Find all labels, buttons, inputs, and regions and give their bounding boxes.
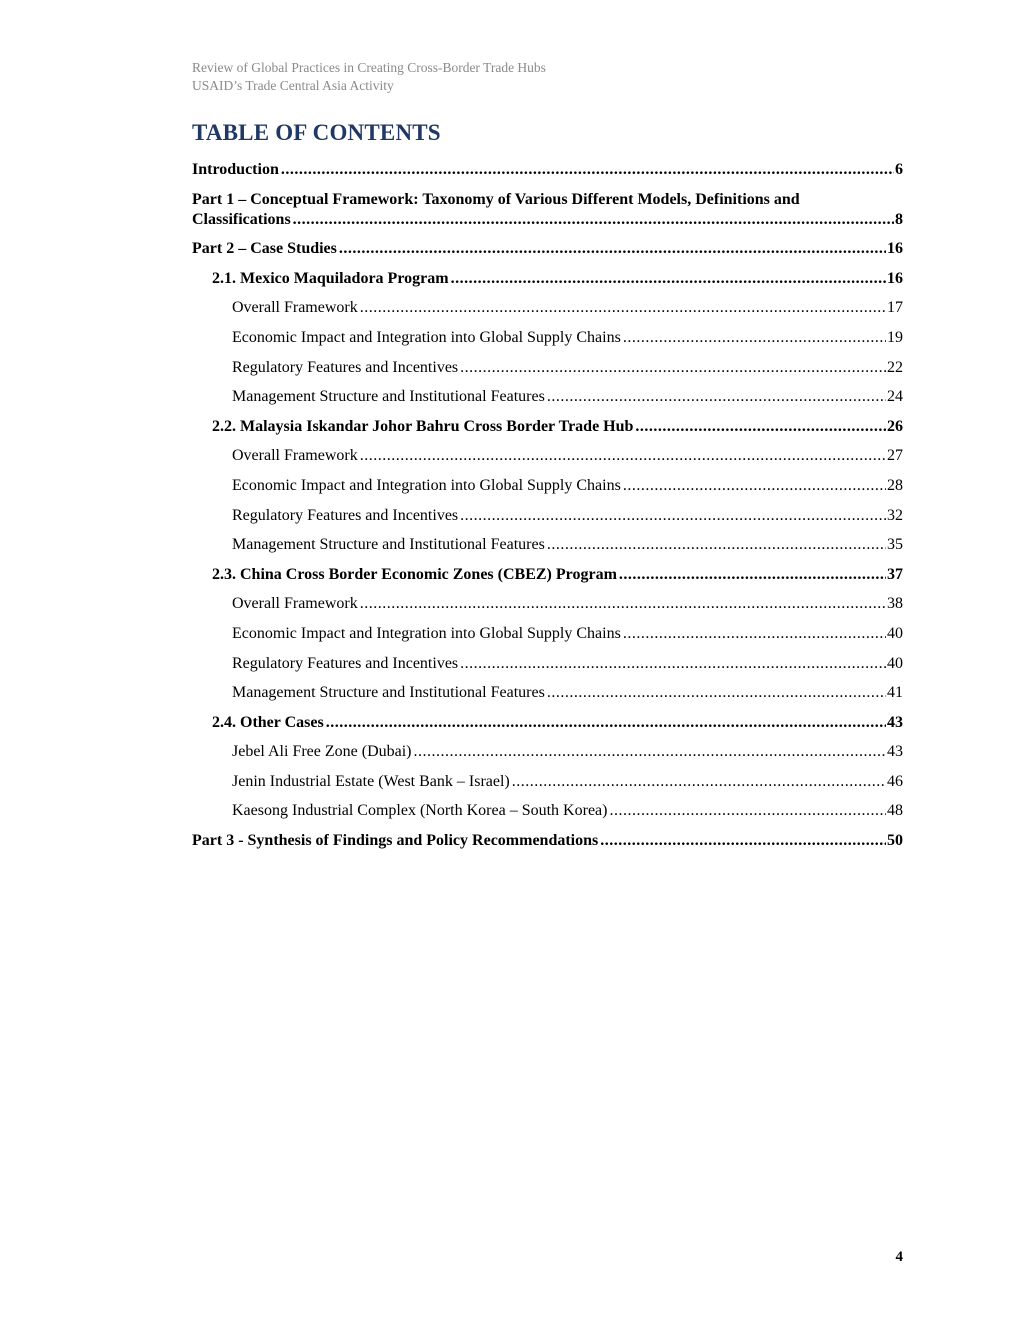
header-document-title: Review of Global Practices in Creating Cross-Border Trade Hubs xyxy=(192,60,546,75)
dot-leader xyxy=(547,535,886,555)
header-activity-name: USAID’s Trade Central Asia Activity xyxy=(192,78,394,93)
toc-entry[interactable] xyxy=(232,328,903,348)
dot-leader xyxy=(547,387,886,407)
toc-entry-page-number: 26 xyxy=(887,417,903,435)
toc-entry[interactable] xyxy=(232,476,903,496)
toc-entry-page-number: 16 xyxy=(887,240,903,258)
dot-leader xyxy=(609,801,886,821)
toc-entry-title: Overall Framework xyxy=(232,299,358,317)
dot-leader xyxy=(326,713,886,733)
toc-entry-title: Management Structure and Institutional Features xyxy=(232,684,545,702)
dot-leader xyxy=(623,328,886,348)
toc-entry-title: 2.2. Malaysia Iskandar Johor Bahru Cross Border Trade Hub xyxy=(212,417,634,435)
toc-entry-title: Overall Framework xyxy=(232,595,358,613)
toc-entry-page-number: 40 xyxy=(887,654,903,672)
toc-entry[interactable] xyxy=(212,269,903,289)
dot-leader xyxy=(460,654,886,674)
toc-entry[interactable] xyxy=(192,831,903,851)
toc-entry-title: 2.1. Mexico Maquiladora Program xyxy=(212,269,449,287)
toc-entry[interactable] xyxy=(232,506,903,526)
toc-entry[interactable] xyxy=(212,565,903,585)
dot-leader xyxy=(460,506,886,526)
dot-leader xyxy=(360,446,886,466)
toc-entry-page-number: 35 xyxy=(887,536,903,554)
toc-entry-page-number: 27 xyxy=(887,447,903,465)
toc-entry[interactable] xyxy=(232,535,903,555)
running-header xyxy=(192,59,546,95)
toc-entry-page-number: 17 xyxy=(887,299,903,317)
toc-entry[interactable] xyxy=(232,298,903,318)
toc-entry-page-number: 43 xyxy=(887,743,903,761)
toc-entry[interactable] xyxy=(192,160,903,180)
toc-entry[interactable] xyxy=(232,624,903,644)
toc-entry[interactable] xyxy=(232,683,903,703)
toc-entry[interactable] xyxy=(212,417,903,437)
toc-entry-page-number: 22 xyxy=(887,358,903,376)
toc-entry[interactable] xyxy=(212,713,903,733)
toc-entry[interactable] xyxy=(232,742,903,762)
toc-entry[interactable] xyxy=(232,654,903,674)
toc-entry-page-number: 32 xyxy=(887,506,903,524)
dot-leader xyxy=(360,298,886,318)
toc-entry-page-number: 41 xyxy=(887,684,903,702)
dot-leader xyxy=(635,417,886,437)
toc-entry-title: Economic Impact and Integration into Global Supply Chains xyxy=(232,328,621,346)
toc-entry[interactable] xyxy=(232,801,903,821)
toc-entry-page-number: 40 xyxy=(887,624,903,642)
toc-heading: TABLE OF CONTENTS xyxy=(192,120,441,145)
toc-entry[interactable] xyxy=(192,239,903,259)
toc-entry[interactable] xyxy=(232,358,903,378)
toc-entry-title: Regulatory Features and Incentives xyxy=(232,358,459,376)
toc-entry-page-number: 43 xyxy=(887,713,903,731)
dot-leader xyxy=(623,624,886,644)
dot-leader xyxy=(623,476,886,496)
toc-entry-title: 2.3. China Cross Border Economic Zones (CBEZ) Program xyxy=(212,565,617,583)
dot-leader xyxy=(451,269,886,289)
toc-entry-page-number: 19 xyxy=(887,328,903,346)
toc-entry-title: Jebel Ali Free Zone (Dubai) xyxy=(232,743,412,761)
toc-entry-title: Economic Impact and Integration into Global Supply Chains xyxy=(232,476,621,494)
toc-entry-page-number: 38 xyxy=(887,595,903,613)
toc-entry-page-number: 50 xyxy=(887,832,903,850)
table-of-contents xyxy=(192,160,903,861)
dot-leader xyxy=(619,565,886,585)
toc-entry-page-number: 48 xyxy=(887,802,903,820)
toc-entry-title: Economic Impact and Integration into Global Supply Chains xyxy=(232,624,621,642)
toc-entry-page-number: 8 xyxy=(895,210,903,228)
toc-entry-title: Kaesong Industrial Complex (North Korea – South Korea) xyxy=(232,802,608,820)
dot-leader xyxy=(281,160,894,180)
toc-entry-page-number: 24 xyxy=(887,388,903,406)
dot-leader xyxy=(600,831,886,851)
toc-entry-title: Management Structure and Institutional Features xyxy=(232,536,545,554)
toc-entry-title: 2.4. Other Cases xyxy=(212,713,324,731)
toc-entry-page-number: 28 xyxy=(887,476,903,494)
dot-leader xyxy=(293,210,894,230)
toc-entry[interactable] xyxy=(192,190,903,230)
dot-leader xyxy=(460,358,886,378)
dot-leader xyxy=(360,594,886,614)
toc-entry-title: Management Structure and Institutional Features xyxy=(232,388,545,406)
toc-entry-title: Regulatory Features and Incentives xyxy=(232,654,459,672)
toc-entry-title: Classifications xyxy=(192,210,291,228)
page-number: 4 xyxy=(895,1249,903,1265)
toc-entry-title: Jenin Industrial Estate (West Bank – Israel) xyxy=(232,772,510,790)
toc-entry-page-number: 37 xyxy=(887,565,903,583)
dot-leader xyxy=(414,742,887,762)
toc-entry-page-number: 16 xyxy=(887,269,903,287)
dot-leader xyxy=(339,239,886,259)
toc-entry-title: Part 2 – Case Studies xyxy=(192,240,337,258)
dot-leader xyxy=(547,683,886,703)
toc-entry-title: Introduction xyxy=(192,161,279,178)
toc-entry-page-number: 46 xyxy=(887,772,903,790)
toc-entry[interactable] xyxy=(232,772,903,792)
toc-entry-page-number: 6 xyxy=(895,161,903,178)
toc-entry-title: Part 3 - Synthesis of Findings and Policy Recommendations xyxy=(192,832,599,850)
toc-entry[interactable] xyxy=(232,594,903,614)
toc-entry[interactable] xyxy=(232,387,903,407)
toc-entry-title-line: Part 1 – Conceptual Framework: Taxonomy of Various Different Models, Definitions and xyxy=(192,190,800,208)
toc-entry-title: Overall Framework xyxy=(232,447,358,465)
dot-leader xyxy=(512,772,886,792)
toc-entry-title: Regulatory Features and Incentives xyxy=(232,506,459,524)
toc-entry[interactable] xyxy=(232,446,903,466)
